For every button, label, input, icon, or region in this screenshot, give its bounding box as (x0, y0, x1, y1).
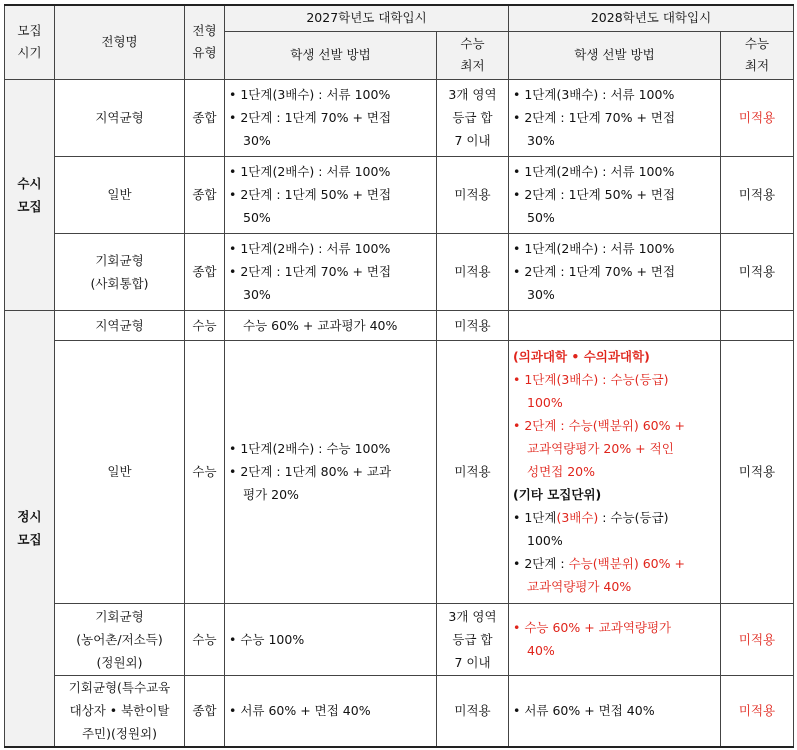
jeongsi-row2-name: 일반 (55, 340, 185, 603)
susi-row3-m27: • 1단계(2배수) : 서류 100% • 2단계 : 1단계 70% + 면접 30% (225, 233, 437, 310)
susi-row2-name: 일반 (55, 156, 185, 233)
susi-label: 수시 모집 (5, 79, 55, 310)
jeongsi-row3-m27: • 수능 100% (225, 603, 437, 675)
susi-row1-name: 지역균형 (55, 79, 185, 156)
header-2027: 2027학년도 대학입시 (225, 5, 509, 31)
header-period: 모집 시기 (5, 5, 55, 79)
susi-row3-name: 기회균형 (사회통합) (55, 233, 185, 310)
jeongsi-row3-name: 기회균형 (농어촌/저소득) (정원외) (55, 603, 185, 675)
jeongsi-row4-name: 기회균형(특수교육 대상자 • 북한이탈 주민)(정원외) (55, 675, 185, 747)
jeongsi-row2-type: 수능 (185, 340, 225, 603)
header-2028: 2028학년도 대학입시 (509, 5, 794, 31)
jeongsi-row3-min28: 미적용 (721, 603, 794, 675)
jeongsi-row2-min27: 미적용 (437, 340, 509, 603)
susi-row1-type: 종합 (185, 79, 225, 156)
susi-row2-type: 종합 (185, 156, 225, 233)
header-min-2027: 수능 최저 (437, 31, 509, 79)
jeongsi-row3-m28: • 수능 60% + 교과역량평가 40% (509, 603, 721, 675)
susi-row3-type: 종합 (185, 233, 225, 310)
jeongsi-row3-min27: 3개 영역 등급 합 7 이내 (437, 603, 509, 675)
susi-row1-min28: 미적용 (721, 79, 794, 156)
jeongsi-row4-m27: • 서류 60% + 면접 40% (225, 675, 437, 747)
susi-row1-m28: • 1단계(3배수) : 서류 100% • 2단계 : 1단계 70% + 면접 30% (509, 79, 721, 156)
jeongsi-row1-m27: 수능 60% + 교과평가 40% (225, 310, 437, 340)
jeongsi-row2-m27: • 1단계(2배수) : 수능 100% • 2단계 : 1단계 80% + 교과 평가 20% (225, 340, 437, 603)
header-method-2027: 학생 선발 방법 (225, 31, 437, 79)
jeongsi-row1-name: 지역균형 (55, 310, 185, 340)
admission-table (4, 4, 794, 748)
susi-row3-min27: 미적용 (437, 233, 509, 310)
susi-row3-min28: 미적용 (721, 233, 794, 310)
header-name: 전형명 (55, 5, 185, 79)
susi-row1-min27: 3개 영역 등급 합 7 이내 (437, 79, 509, 156)
jeongsi-row2-m28: (의과대학 • 수의과대학) • 1단계(3배수) : 수능(등급) 100% • 2단계 : 수능(백분위) 60% + 교과역량평가 20% + 적인 성면접 20% (기타 모집단위) • 1단계(3배수) : 수능(등급) 100% • 2단계 : 수능(백분위) 60% + 교과역량평가 40% (509, 340, 721, 603)
header-type: 전형 유형 (185, 5, 225, 79)
jeongsi-row1-min27: 미적용 (437, 310, 509, 340)
jeongsi-row4-type: 종합 (185, 675, 225, 747)
header-method-2028: 학생 선발 방법 (509, 31, 721, 79)
susi-row2-min28: 미적용 (721, 156, 794, 233)
susi-row2-m27: • 1단계(2배수) : 서류 100% • 2단계 : 1단계 50% + 면접 50% (225, 156, 437, 233)
jeongsi-row1-type: 수능 (185, 310, 225, 340)
susi-row3-m28: • 1단계(2배수) : 서류 100% • 2단계 : 1단계 70% + 면접 30% (509, 233, 721, 310)
jeongsi-row2-min28: 미적용 (721, 340, 794, 603)
jeongsi-row3-type: 수능 (185, 603, 225, 675)
jeongsi-row4-min28: 미적용 (721, 675, 794, 747)
susi-row1-m27: • 1단계(3배수) : 서류 100% • 2단계 : 1단계 70% + 면접 30% (225, 79, 437, 156)
jeongsi-row4-min27: 미적용 (437, 675, 509, 747)
jeongsi-label: 정시 모집 (5, 310, 55, 747)
header-min-2028: 수능 최저 (721, 31, 794, 79)
jeongsi-row1-m28 (509, 310, 721, 340)
jeongsi-row1-min28 (721, 310, 794, 340)
susi-row2-m28: • 1단계(2배수) : 서류 100% • 2단계 : 1단계 50% + 면접 50% (509, 156, 721, 233)
jeongsi-row4-m28: • 서류 60% + 면접 40% (509, 675, 721, 747)
susi-row2-min27: 미적용 (437, 156, 509, 233)
